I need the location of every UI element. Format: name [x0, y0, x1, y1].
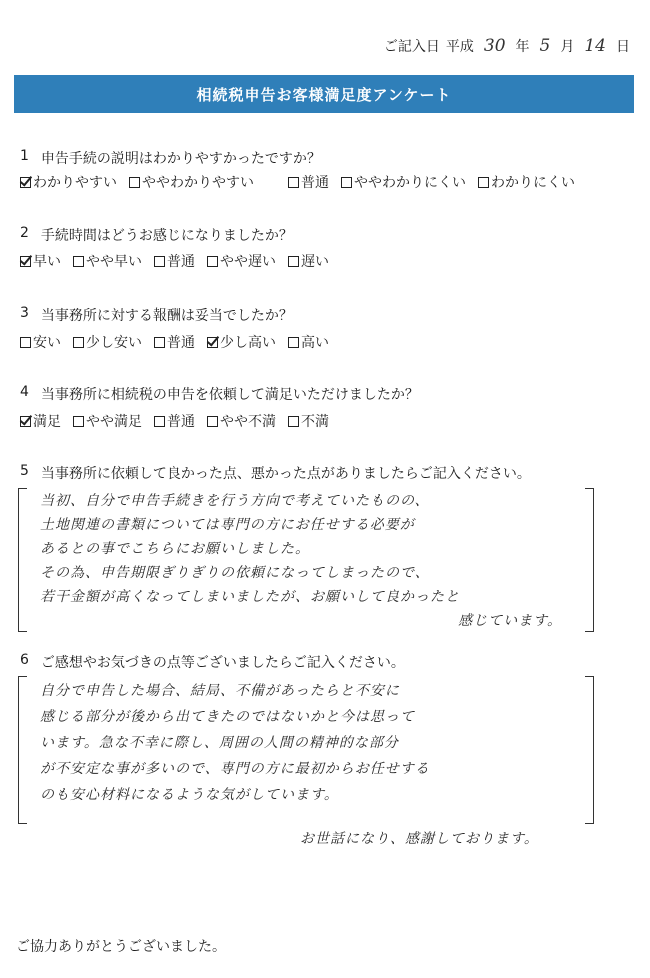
question-text: ご感想やお気づきの点等ございましたらご記入ください。 — [40, 655, 405, 671]
answer-line: 感じる部分が後から出てきたのではないかと今は思って — [40, 709, 415, 725]
option-label: やや満足 — [86, 414, 142, 430]
option-q4-5[interactable] — [288, 411, 329, 431]
option-label: 安い — [33, 335, 61, 351]
option-label: 普通 — [167, 254, 195, 270]
option-label: 高い — [301, 335, 329, 351]
answer-line: います。急な不幸に際し、周囲の人間の精神的な部分 — [40, 735, 399, 751]
question-1-options — [20, 172, 575, 192]
answer-line: その為、申告期限ぎりぎりの依頼になってしまったので、 — [40, 565, 430, 581]
option-q4-1[interactable] — [20, 411, 61, 431]
option-q3-2[interactable] — [73, 332, 142, 352]
option-q3-4[interactable] — [207, 332, 276, 352]
bracket-right — [585, 488, 594, 632]
option-label: ややわかりにくい — [354, 175, 466, 191]
survey-title-banner — [14, 75, 634, 113]
date-row — [384, 36, 630, 56]
option-q4-2[interactable] — [73, 411, 142, 431]
option-q4-4[interactable] — [207, 411, 276, 431]
option-q1-4[interactable] — [341, 172, 466, 192]
question-number: 6 — [20, 652, 29, 668]
option-label: 普通 — [301, 175, 329, 191]
option-q2-1[interactable] — [20, 251, 61, 271]
checkbox[interactable] — [154, 337, 165, 348]
option-q3-3[interactable] — [154, 332, 195, 352]
answer-line: のも安心材料になるような気がしています。 — [40, 787, 339, 803]
bracket-left — [18, 676, 27, 824]
answer-box-5[interactable] — [18, 488, 594, 632]
question-6 — [20, 652, 405, 672]
checkbox[interactable] — [207, 256, 218, 267]
checkbox[interactable] — [288, 337, 299, 348]
month-value[interactable]: 5 — [539, 36, 551, 56]
thank-you-note: ご協力ありがとうございました。 — [16, 939, 226, 955]
option-q1-3[interactable] — [288, 172, 329, 192]
checkbox[interactable] — [288, 177, 299, 188]
option-q1-5[interactable] — [478, 172, 575, 192]
answer-closing-line: お世話になり、感謝しております。 — [300, 831, 539, 847]
option-label: わかりやすい — [33, 175, 117, 191]
option-label: 普通 — [167, 335, 195, 351]
option-label: やや遅い — [220, 254, 276, 270]
question-3 — [20, 305, 293, 325]
option-label: やや不満 — [220, 414, 276, 430]
checkbox[interactable] — [73, 416, 84, 427]
year-value[interactable]: 30 — [483, 36, 506, 56]
checkbox[interactable] — [73, 337, 84, 348]
checkbox[interactable] — [154, 256, 165, 267]
answer-line: 土地関連の書類については専門の方にお任せする必要が — [40, 517, 415, 533]
month-unit: 月 — [560, 39, 575, 55]
answer-line: が不安定な事が多いので、専門の方に最初からお任せする — [40, 761, 430, 777]
question-2-options — [20, 251, 329, 271]
option-q4-3[interactable] — [154, 411, 195, 431]
day-value[interactable]: 14 — [584, 36, 606, 56]
option-q2-5[interactable] — [288, 251, 329, 271]
bracket-left — [18, 488, 27, 632]
question-number: 1 — [20, 148, 29, 164]
option-q2-3[interactable] — [154, 251, 195, 271]
answer-line: 当初、自分で申告手続きを行う方向で考えていたものの、 — [40, 493, 430, 509]
option-label: わかりにくい — [491, 175, 575, 191]
date-label: ご記入日 — [383, 39, 440, 55]
question-number: 4 — [20, 384, 29, 400]
checkbox[interactable] — [341, 177, 352, 188]
question-text: 申告手続の説明はわかりやすかったですか？ — [40, 151, 321, 167]
question-number: 5 — [20, 463, 29, 479]
bracket-right — [585, 676, 594, 824]
checkbox-checked[interactable] — [20, 416, 31, 427]
era: 平成 — [445, 39, 474, 55]
question-number: 3 — [20, 305, 29, 321]
question-text: 当事務所に相続税の申告を依頼して満足いただけましたか？ — [40, 387, 419, 403]
checkbox[interactable] — [73, 256, 84, 267]
option-label: やや早い — [86, 254, 142, 270]
question-4 — [20, 384, 419, 404]
answer-line: あるとの事でこちらにお願いしました。 — [40, 541, 310, 557]
option-label: 不満 — [301, 414, 329, 430]
question-text: 当事務所に依頼して良かった点、悪かった点がありましたらご記入ください。 — [40, 466, 531, 482]
checkbox[interactable] — [288, 416, 299, 427]
option-q1-2[interactable] — [129, 172, 254, 192]
option-label: 早い — [33, 254, 61, 270]
answer-box-6[interactable] — [18, 676, 594, 824]
question-1 — [20, 148, 321, 168]
question-3-options — [20, 332, 329, 352]
option-label: 少し高い — [220, 335, 276, 351]
option-label: ややわかりやすい — [142, 175, 254, 191]
answer-line: 感じています。 — [458, 613, 562, 629]
answer-text-5 — [40, 490, 576, 630]
checkbox[interactable] — [478, 177, 489, 188]
day-unit: 日 — [616, 39, 630, 55]
option-label: 普通 — [167, 414, 195, 430]
checkbox[interactable] — [154, 416, 165, 427]
checkbox[interactable] — [288, 256, 299, 267]
option-label: 少し安い — [86, 335, 142, 351]
option-q3-1[interactable] — [20, 332, 61, 352]
checkbox[interactable] — [20, 337, 31, 348]
answer-line: 若干金額が高くなってしまいましたが、お願いして良かったと — [40, 589, 460, 605]
option-q1-1[interactable] — [20, 172, 117, 192]
option-label: 遅い — [301, 254, 329, 270]
question-text: 当事務所に対する報酬は妥当でしたか？ — [40, 308, 293, 324]
option-q3-5[interactable] — [288, 332, 329, 352]
checkbox-checked[interactable] — [207, 337, 218, 348]
question-number: 2 — [20, 225, 29, 241]
survey-title: 相続税申告お客様満足度アンケート — [196, 85, 452, 104]
question-4-options — [20, 411, 329, 431]
checkbox[interactable] — [207, 416, 218, 427]
answer-text-6 — [40, 680, 576, 810]
checkbox-checked[interactable] — [20, 256, 31, 267]
option-label: 満足 — [33, 414, 61, 430]
answer-line: 自分で申告した場合、結局、不備があったらと不安に — [40, 683, 400, 699]
question-text: 手続時間はどうお感じになりましたか？ — [40, 228, 293, 244]
option-q2-2[interactable] — [73, 251, 142, 271]
question-5 — [20, 463, 531, 483]
checkbox-checked[interactable] — [20, 177, 31, 188]
year-unit: 年 — [515, 39, 530, 55]
checkbox[interactable] — [129, 177, 140, 188]
question-2 — [20, 225, 293, 245]
option-q2-4[interactable] — [207, 251, 276, 271]
